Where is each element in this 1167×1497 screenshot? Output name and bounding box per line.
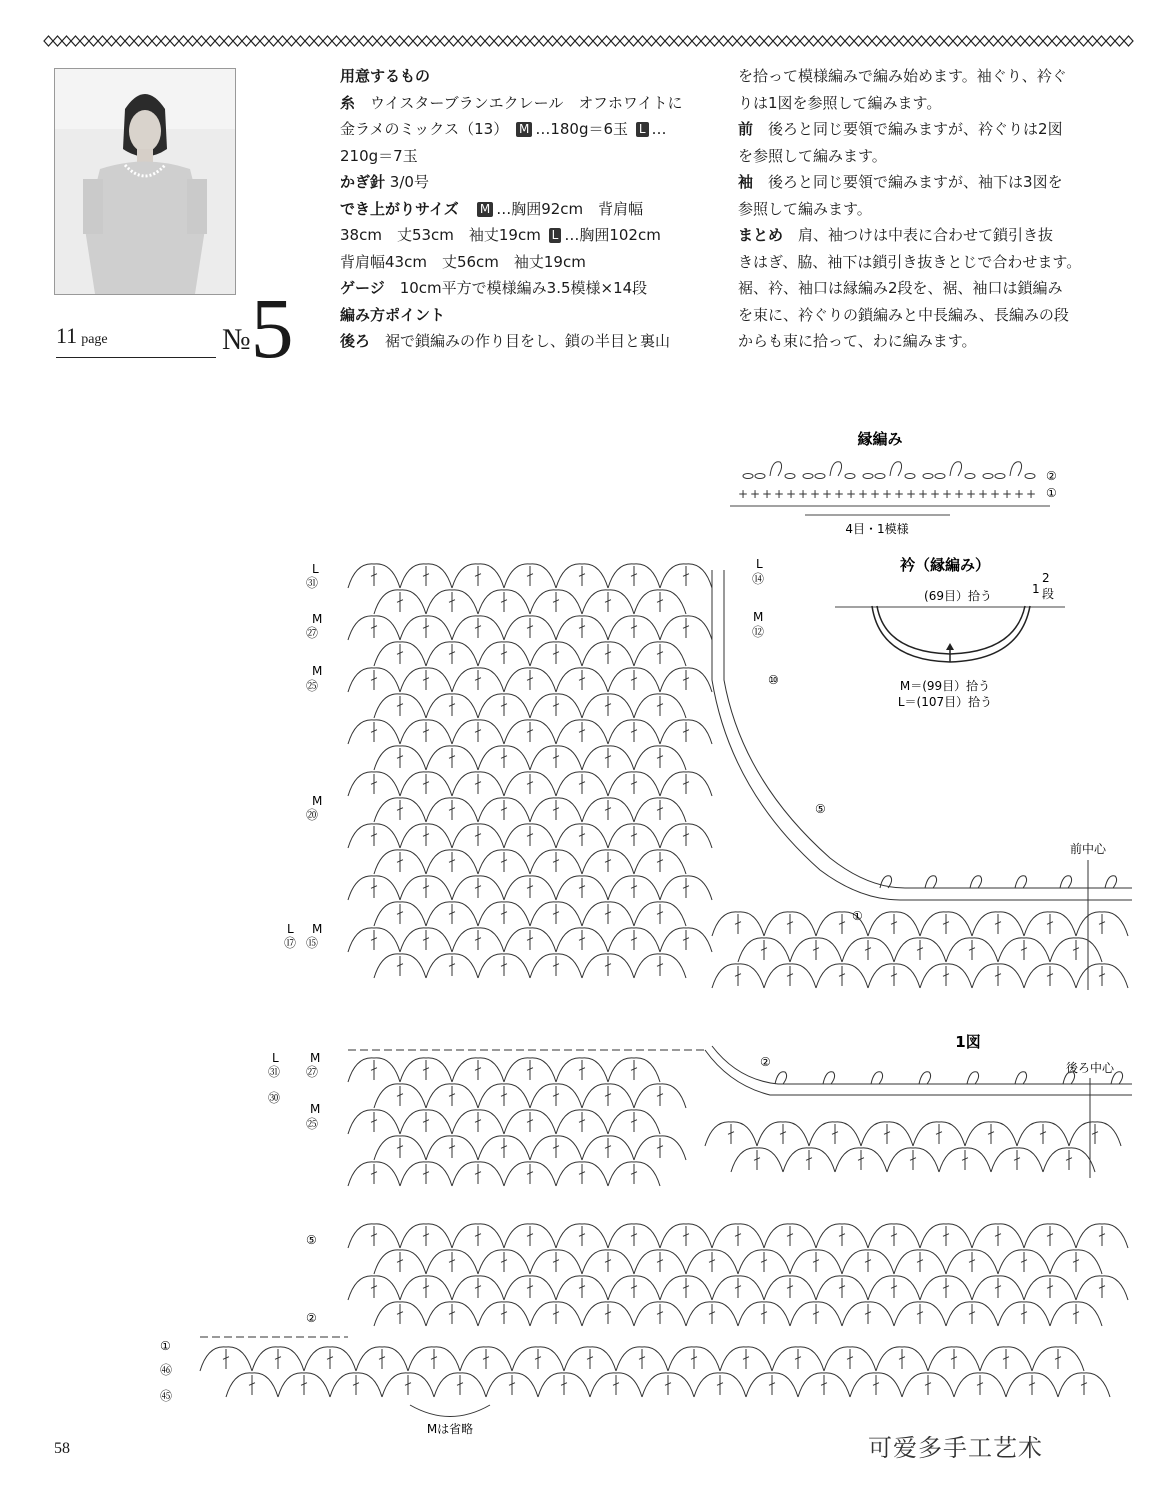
svg-text:+: + <box>798 487 809 501</box>
svg-text:L: L <box>272 1051 279 1065</box>
svg-text:+: + <box>906 487 917 501</box>
page-ref-number: 11 <box>56 323 78 348</box>
svg-text:+: + <box>1002 487 1013 501</box>
back-line-3: りは1図を参照して編みます。 <box>738 93 942 112</box>
front-neck-chart <box>284 557 1132 990</box>
svg-text:+: + <box>882 487 893 501</box>
collar-row-one: 1 <box>1032 582 1040 596</box>
finished-size-line-3: 背肩幅43cm 丈56cm 袖丈19cm <box>340 252 586 271</box>
back-row-27: ㉗ <box>306 1065 319 1079</box>
figure-1-label: 1図 <box>955 1033 981 1051</box>
yarn-line-2: 金ラメのミックス（13） M …180g＝6玉 L … <box>340 120 667 138</box>
front-line-2: を参照して編みます。 <box>738 146 887 165</box>
front-row-14: ⑭ <box>752 572 765 586</box>
collar-row-unit: 段 <box>1042 587 1055 601</box>
svg-text:+: + <box>966 487 977 501</box>
svg-text:+: + <box>870 487 881 501</box>
svg-text:M: M <box>310 1102 321 1116</box>
yarn-line: 糸 ウイスターブランエクレール オフホワイトに <box>340 93 683 112</box>
svg-text:L: L <box>312 562 319 576</box>
finish-line-4: を束に、衿ぐりの鎖編みと中長編み、長編みの段 <box>738 305 1069 324</box>
gauge-line: ゲージ 10cm平方で模様編み3.5模様×14段 <box>340 279 648 297</box>
watermark: 可爱多手工艺术 <box>868 1434 1043 1462</box>
collar-pickup-top: (69目）拾う <box>924 589 992 603</box>
svg-text:+: + <box>918 487 929 501</box>
front-row-15: ⑮ <box>306 936 319 950</box>
size-m-badge: M <box>516 122 532 137</box>
front-row-25: ㉕ <box>306 679 319 693</box>
svg-text:L: L <box>287 922 294 936</box>
collar-l-pickup: L＝(107目）拾う <box>897 695 993 709</box>
sleeve-line-2: 参照して編みます。 <box>738 199 872 218</box>
page-number: 58 <box>54 1440 70 1457</box>
svg-text:+: + <box>942 487 953 501</box>
edging-row-1: ① <box>1046 486 1057 500</box>
edging-title: 縁編み <box>857 430 903 448</box>
svg-text:+: + <box>738 487 749 501</box>
hem-row-2: ② <box>306 1311 317 1325</box>
collar-row-count: 2 <box>1042 571 1050 585</box>
back-armhole-row-2: ② <box>760 1055 771 1069</box>
svg-text:+: + <box>762 487 773 501</box>
m-omitted-label: Mは省略 <box>426 1422 474 1436</box>
back-chart <box>160 1033 1132 1436</box>
collar-m-pickup: M＝(99目）拾う <box>899 679 991 693</box>
svg-text:+: + <box>750 487 761 501</box>
yarn-line-3: 210g＝7玉 <box>340 146 418 165</box>
svg-text:M: M <box>312 794 323 808</box>
hem-row-5: ⑤ <box>306 1233 317 1247</box>
back-line: 後ろ 裾で鎖編みの作り目をし、鎖の半目と裏山 <box>340 332 671 350</box>
front-row-5: ⑤ <box>815 802 826 816</box>
finished-size-line: でき上がりサイズ M …胸囲92cm 背肩幅 <box>340 199 644 218</box>
svg-text:M: M <box>312 664 323 678</box>
back-row-30: ㉚ <box>268 1091 281 1105</box>
edging-repeat-label: 4目・1模様 <box>845 522 909 536</box>
front-row-20: ⑳ <box>306 808 319 822</box>
svg-text:M: M <box>312 612 323 626</box>
svg-text:L: L <box>756 557 763 571</box>
svg-text:+: + <box>1014 487 1025 501</box>
back-row-31: ㉛ <box>268 1065 281 1079</box>
svg-text:+: + <box>858 487 869 501</box>
points-heading: 編み方ポイント <box>340 305 446 324</box>
front-row-10: ⑩ <box>768 673 779 687</box>
svg-text:M: M <box>310 1051 321 1065</box>
svg-text:+: + <box>834 487 845 501</box>
front-row-31: ㉛ <box>306 576 319 590</box>
edging-row-2: ② <box>1046 469 1057 483</box>
svg-text:+: + <box>846 487 857 501</box>
pattern-number-value: 5 <box>250 280 294 376</box>
front-line: 前 後ろと同じ要領で編みますが、衿ぐりは2図 <box>738 120 1063 138</box>
back-center-label: 後ろ中心 <box>1065 1061 1115 1075</box>
size-l-badge: L <box>636 122 649 137</box>
materials-heading: 用意するもの <box>340 67 431 85</box>
hook-line: かぎ針 3/0号 <box>340 173 429 191</box>
back-line-2: を拾って模様編みで編み始めます。袖ぐり、衿ぐ <box>738 67 1067 85</box>
back-row-25: ㉕ <box>306 1117 319 1131</box>
svg-text:+: + <box>810 487 821 501</box>
front-center-label: 前中心 <box>1069 842 1107 856</box>
svg-text:+: + <box>990 487 1001 501</box>
finished-size-line-2: 38cm 丈53cm 袖丈19cm L …胸囲102cm <box>340 226 661 244</box>
svg-text:+: + <box>786 487 797 501</box>
finish-line-5: からも束に拾って、わに編みます。 <box>738 332 977 350</box>
svg-text:+: + <box>774 487 785 501</box>
front-row-27: ㉗ <box>306 626 319 640</box>
finish-line-3: 裾、衿、袖口は縁編み2段を、裾、袖口は鎖編み <box>738 279 1063 297</box>
front-row-12: ⑫ <box>752 625 765 639</box>
collar-title: 衿（縁編み） <box>899 556 991 574</box>
finish-line-2: きはぎ、脇、袖下は鎖引き抜きとじで合わせます。 <box>738 252 1082 271</box>
svg-text:+: + <box>894 487 905 501</box>
number-symbol: № <box>222 323 251 356</box>
collar-diagram <box>835 556 1065 709</box>
page-ref-word: page <box>81 332 108 347</box>
finish-line: まとめ 肩、袖つけは中表に合わせて鎖引き抜 <box>738 226 1054 244</box>
svg-text:+: + <box>978 487 989 501</box>
front-row-1: ① <box>852 909 863 923</box>
hem-row-45: ㊺ <box>160 1389 173 1403</box>
svg-text:+: + <box>1026 487 1037 501</box>
svg-text:+: + <box>822 487 833 501</box>
svg-text:+: + <box>930 487 941 501</box>
hem-row-1: ① <box>160 1339 171 1353</box>
hem-row-46: ㊻ <box>160 1363 173 1377</box>
edging-diagram <box>730 430 1057 536</box>
svg-text:+: + <box>954 487 965 501</box>
sleeve-line: 袖 後ろと同じ要領で編みますが、袖下は3図を <box>738 173 1063 191</box>
front-row-17: ⑰ <box>284 936 297 950</box>
svg-text:M: M <box>753 610 764 624</box>
svg-text:M: M <box>312 922 323 936</box>
